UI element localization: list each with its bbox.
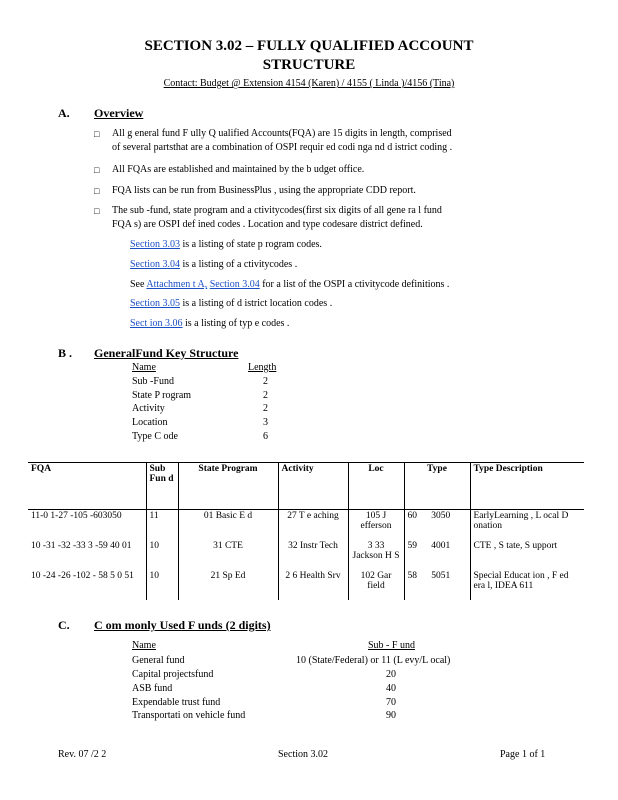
ref-attachment-a [130,279,449,290]
cell-sub: 10 [146,570,178,600]
col-loc: Loc [348,463,404,510]
key-row-name: Sub -Fund [132,376,174,387]
key-col-name: Name [132,362,156,373]
fund-row-subfund: 20 [386,669,396,680]
cell-type [404,510,470,541]
fund-row-name: Transportati on vehicle fund [132,710,246,721]
ref-pre-text: See [130,279,147,290]
fund-row-name: Capital projectsfund [132,669,214,680]
contact-line: Contact: Budget @ Extension 4154 (Karen) / 4155 ( Linda )/4156 (Tina) [163,78,455,89]
key-col-length: Length [248,362,277,373]
col-type-description: Type Description [470,463,584,510]
key-row-length: 6 [263,431,268,442]
bullet-box-icon: □ [94,165,100,175]
key-row-length: 2 [263,403,268,414]
col-sub-fund: Sub Fun d [146,463,178,510]
section-b-title: GeneralFund Key Structure [94,346,239,360]
bullet-box-icon: □ [94,206,100,216]
ref-text: is a listing of d istrict location codes . [180,298,333,309]
cell-loc: 3 33 Jackson H S [348,540,404,570]
ref-text: for a list of the OSPI a ctivitycode definitions . [259,279,450,290]
fund-row-name: General fund [132,655,185,666]
section-a-title: Overview [94,106,144,120]
ref-text: is a listing of state p rogram codes. [180,239,322,250]
bullet-box-icon: □ [94,186,100,196]
fund-row-subfund: 70 [386,697,396,708]
section-304-link-2[interactable]: Section 3.04 [209,279,260,290]
cell-type-b: 5051 [431,571,451,581]
key-row-length: 2 [263,376,268,387]
table-row [28,510,584,541]
section-c-letter: C. [58,618,70,632]
cell-loc: 105 J efferson [348,510,404,541]
cell-fqa: 11-0 1-27 -105 -603050 [31,511,122,521]
section-a-letter: A. [58,106,70,120]
overview-bullet-3: FQA lists can be run from BusinessPlus , using the appropriate CDD report. [112,185,416,196]
cell-state: 21 Sp Ed [178,570,278,600]
overview-bullet-1-line2: of several partsthat are a combination of OSPI requir ed codi nga nd d istrict coding . [112,142,453,153]
ref-section-305 [130,298,332,309]
section-b-letter: B . [58,346,73,360]
cell-activity: 27 T e aching [278,510,348,541]
footer-section: Section 3.02 [278,749,328,760]
attachment-a-link[interactable]: Attachmen t A, [146,279,208,290]
cell-activity: 32 Instr Tech [278,540,348,570]
fund-row-name: ASB fund [132,683,173,694]
key-row-name: Type C ode [132,431,178,442]
cell-desc: EarlyLearning , L ocal D onation [470,510,584,541]
page-title-line2: STRUCTURE [262,57,356,73]
col-state-program: State Program [178,463,278,510]
key-row-length: 3 [263,417,268,428]
fund-row-subfund: 90 [386,710,396,721]
ref-section-303 [130,239,322,250]
bullet-box-icon: □ [94,129,100,139]
cell-type-b: 3050 [431,511,451,521]
section-c-title: C om monly Used F unds (2 digits) [94,618,271,632]
ref-text: is a listing of a ctivitycodes . [180,259,298,270]
section-306-link[interactable]: Sect ion 3.06 [130,318,183,329]
cell-desc: CTE , S tate, S upport [470,540,584,570]
key-row-name: Activity [132,403,165,414]
cell-loc: 102 Gar field [348,570,404,600]
table-header-row [28,463,584,510]
key-row-name: State P rogram [132,390,192,401]
ref-text: is a listing of typ e codes . [182,318,290,329]
cell-fqa: 10 -31 -32 -33 3 -59 40 01 [31,541,132,551]
overview-bullet-4-line2: FQA s) are OSPI def ined codes . Location and type codesare district defined. [112,219,423,230]
cell-activity: 2 6 Health Srv [278,570,348,600]
cell-sub: 10 [146,540,178,570]
cell-state: 01 Basic E d [178,510,278,541]
key-row-length: 2 [263,390,268,401]
fund-row-subfund: 40 [386,683,396,694]
cell-type [404,570,470,600]
cell-state: 31 CTE [178,540,278,570]
section-305-link[interactable]: Section 3.05 [130,298,180,309]
footer-page-number: Page 1 of 1 [500,749,546,760]
fqa-example-table [28,462,584,600]
footer-revision: Rev. 07 /2 2 [58,749,107,760]
key-row-name: Location [132,417,168,428]
overview-bullet-2: All FQAs are established and maintained by the b udget office. [112,164,365,175]
fund-row-name: Expendable trust fund [132,697,221,708]
cell-fqa: 10 -24 -26 -102 - 58 5 0 51 [31,571,134,581]
cell-type-a: 59 [407,541,417,551]
cell-sub: 11 [146,510,178,541]
ref-section-306 [130,318,289,329]
col-fqa: FQA [28,463,146,510]
cell-type [404,540,470,570]
funds-col-name: Name [132,640,156,651]
section-304-link[interactable]: Section 3.04 [130,259,180,270]
ref-section-304 [130,259,297,270]
cell-desc: Special Educat ion , F ed era l, IDEA 611 [470,570,584,600]
cell-type-b: 4001 [431,541,451,551]
cell-type-a: 58 [407,571,417,581]
page-title-line1: SECTION 3.02 – FULLY QUALIFIED ACCOUNT [144,38,474,54]
section-303-link[interactable]: Section 3.03 [130,239,180,250]
fund-row-subfund: 10 (State/Federal) or 11 (L evy/L ocal) [296,655,451,666]
overview-bullet-4-line1: The sub -fund, state program and a ctivitycodes(first six digits of all gene ra l fund [112,205,442,216]
overview-bullet-1-line1: All g eneral fund F ully Q ualified Accounts(FQA) are 15 digits in length, comprised [112,128,452,139]
col-activity: Activity [278,463,348,510]
table-row [28,570,584,600]
col-type: Type [404,463,470,510]
table-row [28,540,584,570]
cell-type-a: 60 [407,511,417,521]
funds-col-subfund: Sub - F und [368,640,415,651]
